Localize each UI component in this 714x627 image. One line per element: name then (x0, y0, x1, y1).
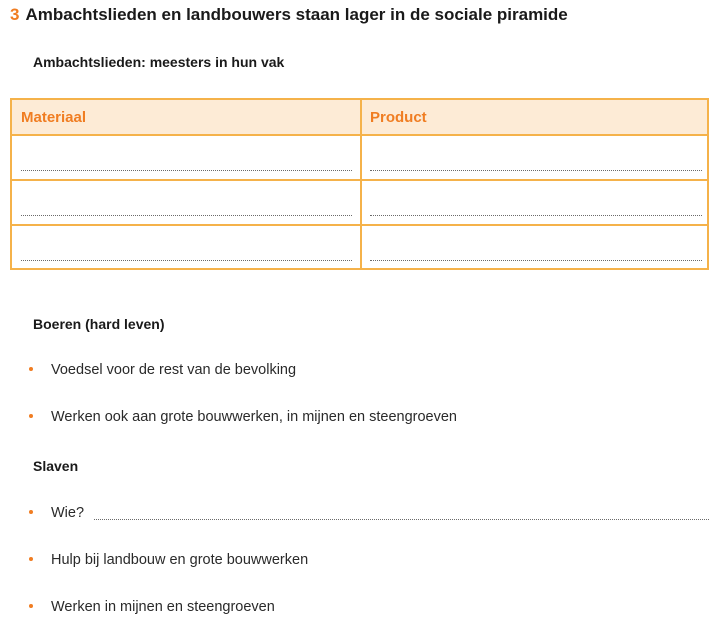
exercise-title: Ambachtslieden en landbouwers staan lager in de sociale piramide (25, 5, 568, 24)
list-item-text: Werken in mijnen en steengroeven (51, 599, 275, 615)
bullet-icon (29, 557, 33, 561)
table-cell-answer-line[interactable] (21, 170, 352, 171)
list-item (29, 505, 84, 521)
list-item-text: Hulp bij landbouw en grote bouwwerken (51, 552, 309, 568)
table-cell-answer-line[interactable] (21, 260, 352, 261)
answer-line-who[interactable] (94, 519, 709, 520)
list-item-text: Werken ook aan grote bouwwerken, in mijnen en steengroeven (51, 409, 457, 425)
table-cell-answer-line[interactable] (370, 260, 702, 261)
list-item (29, 409, 457, 425)
list-item-text: Voedsel voor de rest van de bevolking (51, 362, 297, 378)
list-item (29, 362, 296, 378)
bullet-icon (29, 604, 33, 608)
table-cell-answer-line[interactable] (370, 215, 702, 216)
section-title-slaves: Slaven (33, 458, 79, 474)
list-item (29, 552, 308, 568)
exercise-number: 3 (10, 5, 20, 24)
table-header-material: Materiaal (21, 109, 87, 126)
table-row-divider (12, 224, 707, 226)
list-item (29, 599, 275, 615)
table-column-divider (360, 100, 362, 268)
bullet-icon (29, 510, 33, 514)
table-cell-answer-line[interactable] (21, 215, 352, 216)
section-title-farmers: Boeren (hard leven) (33, 316, 165, 332)
subheading-artisans: Ambachtslieden: meesters in hun vak (33, 54, 285, 70)
list-item-text: Wie? (51, 505, 85, 521)
bullet-icon (29, 414, 33, 418)
table-header-product: Product (370, 109, 427, 126)
table-row-divider (12, 179, 707, 181)
bullet-icon (29, 367, 33, 371)
material-product-table (10, 98, 709, 270)
table-cell-answer-line[interactable] (370, 170, 702, 171)
exercise-heading (10, 5, 568, 25)
